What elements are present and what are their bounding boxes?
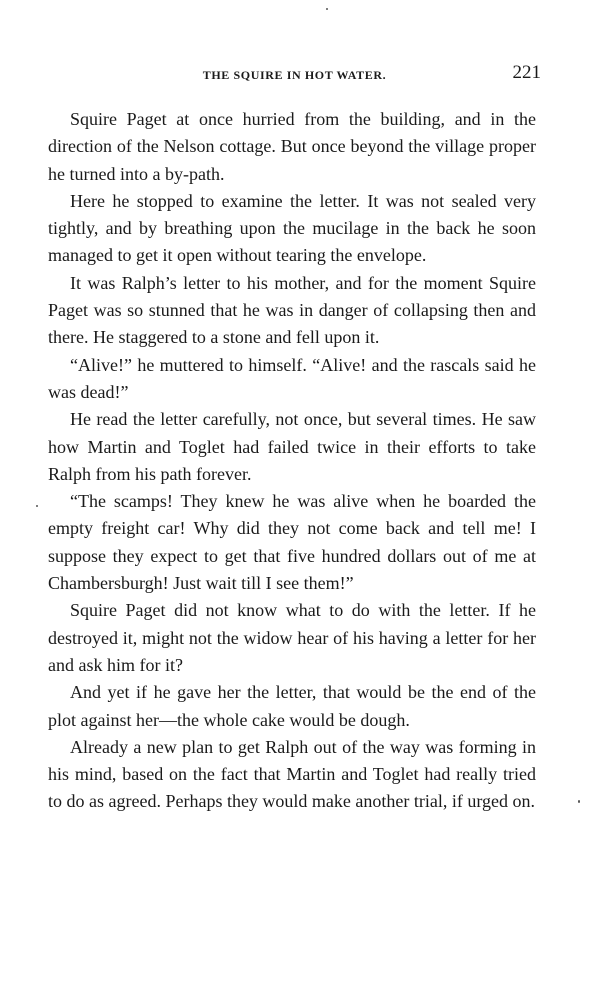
body-text [48,106,536,816]
paragraph: “The scamps! They knew he was alive when he boarded the empty freight car! Why did they not come back and tell me! I suppose they expect to get that five hundred dollars out of me at Chambersburgh! Just wait till I see them!” [48,491,536,594]
paragraph: It was Ralph’s letter to his mother, and for the moment Squire Paget was so stunned that he was in danger of collapsing then and there. He staggered to a stone and fell upon it. [48,272,536,348]
scan-speck [578,800,580,803]
paragraph: “Alive!” he muttered to himself. “Alive! and the rascals said he was dead!” [48,354,536,402]
paragraph: Squire Paget did not know what to do with the letter. If he destroyed it, might not the widow hear of his having a letter for her and ask him for it? [48,600,536,675]
paragraph: He read the letter carefully, not once, but several times. He saw how Martin and Toglet had failed twice in their efforts to take Ralph from his path forever. [48,409,536,484]
running-title: THE SQUIRE IN HOT WATER. [202,68,387,82]
scan-speck [326,8,328,10]
running-head [48,62,541,84]
paragraph: Already a new plan to get Ralph out of the way was forming in his mind, based on the fact that Martin and Toglet had really tried to do as agreed. Perhaps they would make another trial, if urged on. [48,736,536,812]
paragraph: And yet if he gave her the letter, that would be the end of the plot against her—the whole cake would be dough. [48,682,536,730]
paragraph: Here he stopped to examine the letter. It was not sealed very tightly, and by breathing upon the mucilage in the back he soon managed to get it open without tearing the envelope. [48,190,536,266]
paragraph: Squire Paget at once hurried from the building, and in the direction of the Nelson cottage. But once beyond the village proper he turned into a by-path. [48,109,536,184]
scan-speck [36,505,38,507]
page-number: 221 [512,62,541,83]
